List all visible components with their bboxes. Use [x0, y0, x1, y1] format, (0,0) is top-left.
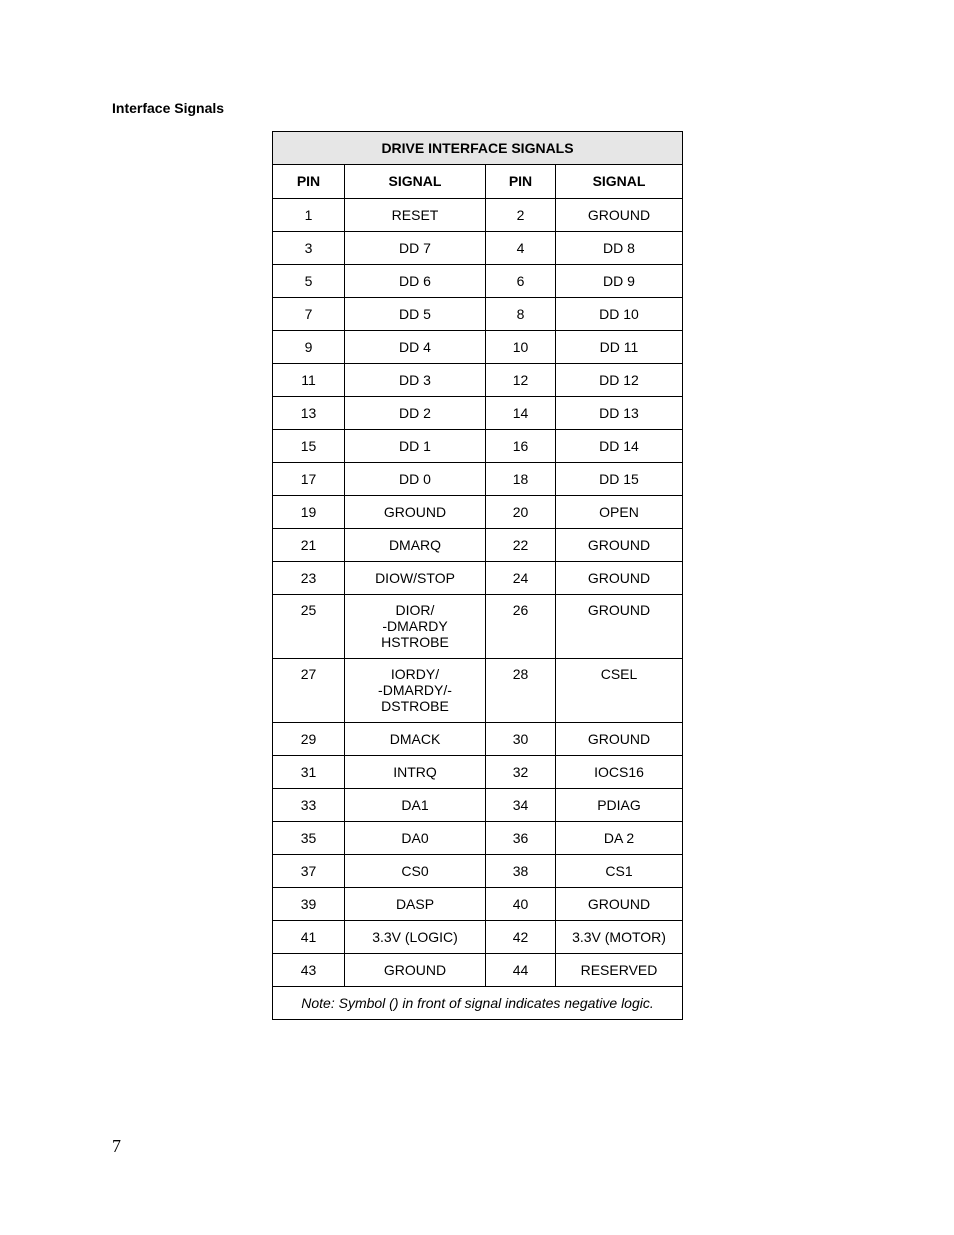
signal-line: GROUND: [587, 896, 651, 912]
signal-cell: [556, 756, 683, 789]
signal-line: DD 11: [599, 339, 639, 355]
signal-line: DASP: [395, 896, 435, 912]
signal-cell: [556, 789, 683, 822]
signal-line: PDIAG: [597, 797, 641, 813]
signal-cell: [345, 855, 486, 888]
pin-cell: 16: [486, 430, 556, 463]
pin-cell: 28: [486, 659, 556, 723]
pin-cell: 25: [273, 595, 345, 659]
signal-line: INTRQ: [393, 764, 437, 780]
signal-cell: [556, 430, 683, 463]
signal-line: OPEN: [599, 504, 639, 520]
signal-cell: [345, 954, 486, 987]
signal-line: DMACK: [389, 731, 441, 747]
page-number: 7: [112, 1136, 121, 1156]
pin-cell: 26: [486, 595, 556, 659]
signal-line: HSTROBE: [381, 634, 449, 650]
pin-cell: 32: [486, 756, 556, 789]
signal-line: DD 12: [599, 372, 639, 388]
signal-line: DA0: [401, 830, 429, 846]
pin-cell: 19: [273, 496, 345, 529]
signal-cell: [556, 331, 683, 364]
table-row: [273, 430, 683, 463]
signal-line: IORDY/: [390, 666, 440, 682]
signal-cell: [345, 529, 486, 562]
table-row: [273, 921, 683, 954]
pin-cell: 18: [486, 463, 556, 496]
signal-line: GROUND: [587, 731, 651, 747]
signal-cell: [556, 364, 683, 397]
signal-line: DD 1: [399, 438, 431, 454]
signal-cell: [556, 723, 683, 756]
pin-cell: 27: [273, 659, 345, 723]
signal-cell: [345, 888, 486, 921]
table-title: DRIVE INTERFACE SIGNALS: [273, 132, 683, 165]
signal-line: DD 9: [603, 273, 635, 289]
drive-interface-signals-table: [272, 131, 683, 1020]
signal-line: DD 7: [399, 240, 431, 256]
table-row: [273, 199, 683, 232]
table-row: [273, 855, 683, 888]
pin-cell: 12: [486, 364, 556, 397]
table-row: [273, 364, 683, 397]
table-row: [273, 888, 683, 921]
pin-cell: 35: [273, 822, 345, 855]
pin-cell: 7: [273, 298, 345, 331]
table-row: [273, 529, 683, 562]
table-row: [273, 954, 683, 987]
signal-cell: [345, 364, 486, 397]
signal-cell: [345, 232, 486, 265]
signal-line: CS1: [605, 863, 633, 879]
signal-line: DD 14: [599, 438, 639, 454]
pin-cell: 37: [273, 855, 345, 888]
pin-cell: 44: [486, 954, 556, 987]
signal-line: RESET: [391, 207, 439, 223]
signal-line: DMARQ: [388, 537, 442, 553]
signal-line: DD 8: [603, 240, 635, 256]
signal-cell: [556, 659, 683, 723]
table-row: [273, 496, 683, 529]
table-row: [273, 265, 683, 298]
signal-line: DD 3: [399, 372, 431, 388]
signal-line: CSEL: [600, 666, 638, 682]
signal-cell: [345, 723, 486, 756]
pin-cell: 20: [486, 496, 556, 529]
pin-cell: 2: [486, 199, 556, 232]
signal-cell: [556, 232, 683, 265]
signal-cell: [345, 397, 486, 430]
table-row: [273, 659, 683, 723]
table-row: [273, 756, 683, 789]
signal-line: DD 5: [399, 306, 431, 322]
signal-line: DIOR/: [395, 602, 435, 618]
signal-line: RESERVED: [580, 962, 658, 978]
pin-cell: 42: [486, 921, 556, 954]
signal-cell: [556, 265, 683, 298]
signal-cell: [556, 199, 683, 232]
signal-cell: [345, 265, 486, 298]
table-row: [273, 789, 683, 822]
table-row: [273, 822, 683, 855]
signal-line: GROUND: [587, 570, 651, 586]
signal-line: -DMARDY: [382, 618, 448, 634]
signal-line: DD 6: [399, 273, 431, 289]
column-header-signal: SIGNAL: [556, 165, 683, 199]
pin-cell: 1: [273, 199, 345, 232]
pin-cell: 9: [273, 331, 345, 364]
column-header-pin: PIN: [273, 165, 345, 199]
signal-line: DSTROBE: [381, 698, 449, 714]
signal-line: GROUND: [383, 962, 447, 978]
table-row: [273, 397, 683, 430]
signal-cell: [556, 562, 683, 595]
table-body: [273, 199, 683, 987]
signal-cell: [345, 921, 486, 954]
pin-cell: 3: [273, 232, 345, 265]
pin-cell: 8: [486, 298, 556, 331]
signal-cell: [345, 430, 486, 463]
section-heading: Interface Signals: [112, 100, 225, 116]
pin-cell: 10: [486, 331, 556, 364]
signal-cell: [345, 659, 486, 723]
pin-cell: 36: [486, 822, 556, 855]
signal-cell: [556, 822, 683, 855]
table-row: [273, 298, 683, 331]
signal-cell: [556, 529, 683, 562]
signal-line: DD 2: [399, 405, 431, 421]
pin-cell: 39: [273, 888, 345, 921]
signal-cell: [345, 756, 486, 789]
signal-line: DIOW/STOP: [375, 570, 455, 586]
signal-cell: [556, 954, 683, 987]
signal-line: GROUND: [383, 504, 447, 520]
signal-cell: [345, 789, 486, 822]
pin-cell: 29: [273, 723, 345, 756]
pin-cell: 30: [486, 723, 556, 756]
pin-cell: 13: [273, 397, 345, 430]
pin-cell: 40: [486, 888, 556, 921]
signal-cell: [345, 199, 486, 232]
signal-cell: [556, 855, 683, 888]
pin-cell: 31: [273, 756, 345, 789]
signal-line: DD 0: [399, 471, 431, 487]
pin-cell: 38: [486, 855, 556, 888]
signal-cell: [556, 463, 683, 496]
signal-line: DA1: [401, 797, 429, 813]
pin-cell: 22: [486, 529, 556, 562]
signal-line: DD 13: [599, 405, 639, 421]
pin-cell: 6: [486, 265, 556, 298]
signal-cell: [556, 298, 683, 331]
pin-cell: 24: [486, 562, 556, 595]
signal-line: CS0: [401, 863, 429, 879]
signal-cell: [345, 562, 486, 595]
signal-line: GROUND: [587, 207, 651, 223]
signal-line: GROUND: [587, 537, 651, 553]
signal-line: DA 2: [603, 830, 635, 846]
signal-line: DD 15: [599, 471, 639, 487]
signal-cell: [345, 595, 486, 659]
pin-cell: 5: [273, 265, 345, 298]
signal-line: IOCS16: [594, 764, 644, 780]
signal-line: 3.3V (MOTOR): [572, 929, 666, 945]
column-header-pin: PIN: [486, 165, 556, 199]
signal-cell: [345, 822, 486, 855]
pin-cell: 11: [273, 364, 345, 397]
signal-line: GROUND: [587, 602, 651, 618]
table-row: [273, 562, 683, 595]
signal-cell: [345, 463, 486, 496]
signal-cell: [556, 888, 683, 921]
signal-cell: [345, 298, 486, 331]
signal-line: -DMARDY/-: [378, 682, 452, 698]
pin-cell: 34: [486, 789, 556, 822]
signal-line: DD 10: [599, 306, 639, 322]
table-row: [273, 463, 683, 496]
table-row: [273, 232, 683, 265]
column-header-signal: SIGNAL: [345, 165, 486, 199]
signal-cell: [345, 496, 486, 529]
pin-cell: 43: [273, 954, 345, 987]
table-row: [273, 723, 683, 756]
table-row: [273, 595, 683, 659]
pin-cell: 4: [486, 232, 556, 265]
pin-cell: 17: [273, 463, 345, 496]
signal-cell: [556, 397, 683, 430]
pin-cell: 21: [273, 529, 345, 562]
pin-cell: 15: [273, 430, 345, 463]
table-row: [273, 331, 683, 364]
pin-cell: 14: [486, 397, 556, 430]
table-note: Note: Symbol () in front of signal indicates negative logic.: [273, 987, 683, 1020]
signal-cell: [556, 595, 683, 659]
pin-cell: 33: [273, 789, 345, 822]
pin-cell: 23: [273, 562, 345, 595]
signal-cell: [556, 921, 683, 954]
signal-cell: [556, 496, 683, 529]
pin-cell: 41: [273, 921, 345, 954]
signal-line: DD 4: [399, 339, 431, 355]
signal-line: 3.3V (LOGIC): [372, 929, 458, 945]
signal-cell: [345, 331, 486, 364]
